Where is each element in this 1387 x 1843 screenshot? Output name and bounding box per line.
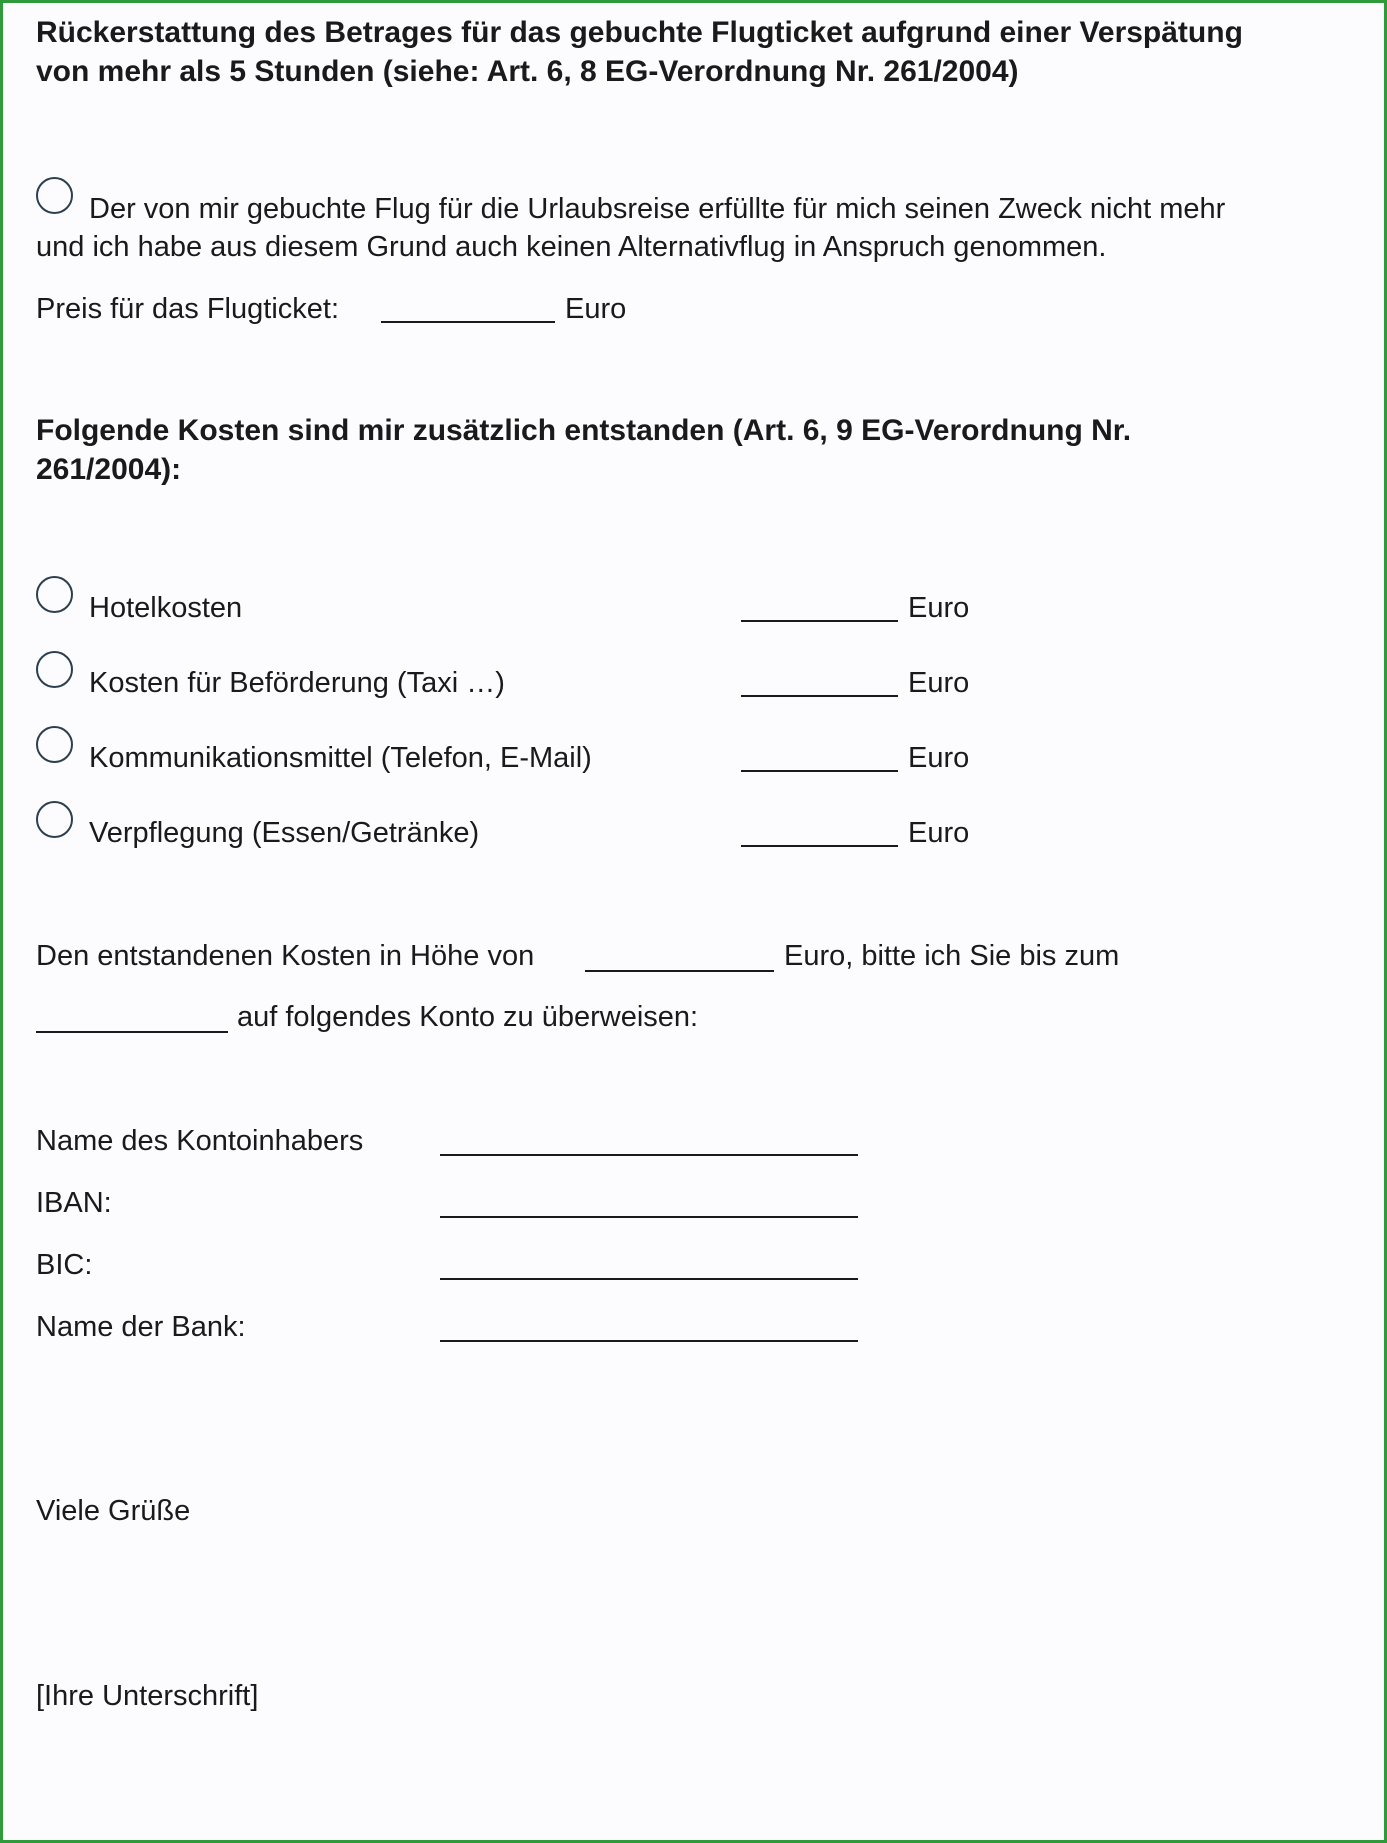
costs-heading-line-1: Folgende Kosten sind mir zusätzlich entstanden (Art. 6, 9 EG-Verordnung Nr. — [36, 414, 1132, 447]
cost-item-currency-communication: Euro — [908, 742, 970, 774]
cost-amount-field-transport[interactable] — [741, 695, 898, 697]
bank-name-field[interactable] — [440, 1340, 858, 1342]
radio-communication-costs[interactable] — [36, 726, 73, 763]
iban-label: IBAN: — [36, 1187, 112, 1219]
cost-amount-field-communication[interactable] — [741, 770, 898, 772]
cost-amount-field-hotel[interactable] — [741, 620, 898, 622]
ticket-price-currency: Euro — [565, 293, 627, 325]
account-holder-label: Name des Kontoinhabers — [36, 1125, 364, 1157]
radio-hotel-costs[interactable] — [36, 576, 73, 613]
radio-catering-costs[interactable] — [36, 801, 73, 838]
option-no-purpose-line-2: und ich habe aus diesem Grund auch keinen Alternativflug in Anspruch genommen. — [36, 231, 1107, 263]
total-prefix: Den entstandenen Kosten in Höhe von — [36, 940, 535, 972]
cost-amount-field-catering[interactable] — [741, 845, 898, 847]
cost-item-currency-transport: Euro — [908, 667, 970, 699]
ticket-price-field[interactable] — [381, 321, 555, 323]
due-date-field[interactable] — [36, 1031, 228, 1033]
cost-item-label-catering: Verpflegung (Essen/Getränke) — [89, 817, 480, 849]
ticket-price-label: Preis für das Flugticket: — [36, 293, 339, 325]
iban-field[interactable] — [440, 1216, 858, 1218]
option-no-purpose-line-1: Der von mir gebuchte Flug für die Urlaubsreise erfüllte für mich seinen Zweck nicht mehr — [89, 193, 1226, 225]
radio-no-purpose[interactable] — [36, 177, 73, 214]
costs-heading-line-2: 261/2004): — [36, 453, 182, 486]
account-holder-field[interactable] — [440, 1154, 858, 1156]
document-title-line-2: von mehr als 5 Stunden (siehe: Art. 6, 8 EG-Verordnung Nr. 261/2004) — [36, 55, 1019, 88]
transfer-sentence: auf folgendes Konto zu überweisen: — [237, 1001, 699, 1033]
radio-transport-costs[interactable] — [36, 651, 73, 688]
cost-item-label-communication: Kommunikationsmittel (Telefon, E-Mail) — [89, 742, 592, 774]
cost-item-label-hotel: Hotelkosten — [89, 592, 243, 624]
bank-name-label: Name der Bank: — [36, 1311, 246, 1343]
bic-label: BIC: — [36, 1249, 93, 1281]
document-title-line-1: Rückerstattung des Betrages für das gebuchte Flugticket aufgrund einer Verspätung — [36, 16, 1243, 49]
total-amount-field[interactable] — [585, 970, 774, 972]
signature-placeholder: [Ihre Unterschrift] — [36, 1680, 259, 1712]
cost-item-currency-hotel: Euro — [908, 592, 970, 624]
bic-field[interactable] — [440, 1278, 858, 1280]
closing-greeting: Viele Grüße — [36, 1495, 191, 1527]
total-suffix: Euro, bitte ich Sie bis zum — [784, 940, 1120, 972]
cost-item-currency-catering: Euro — [908, 817, 970, 849]
cost-item-label-transport: Kosten für Beförderung (Taxi …) — [89, 667, 505, 699]
